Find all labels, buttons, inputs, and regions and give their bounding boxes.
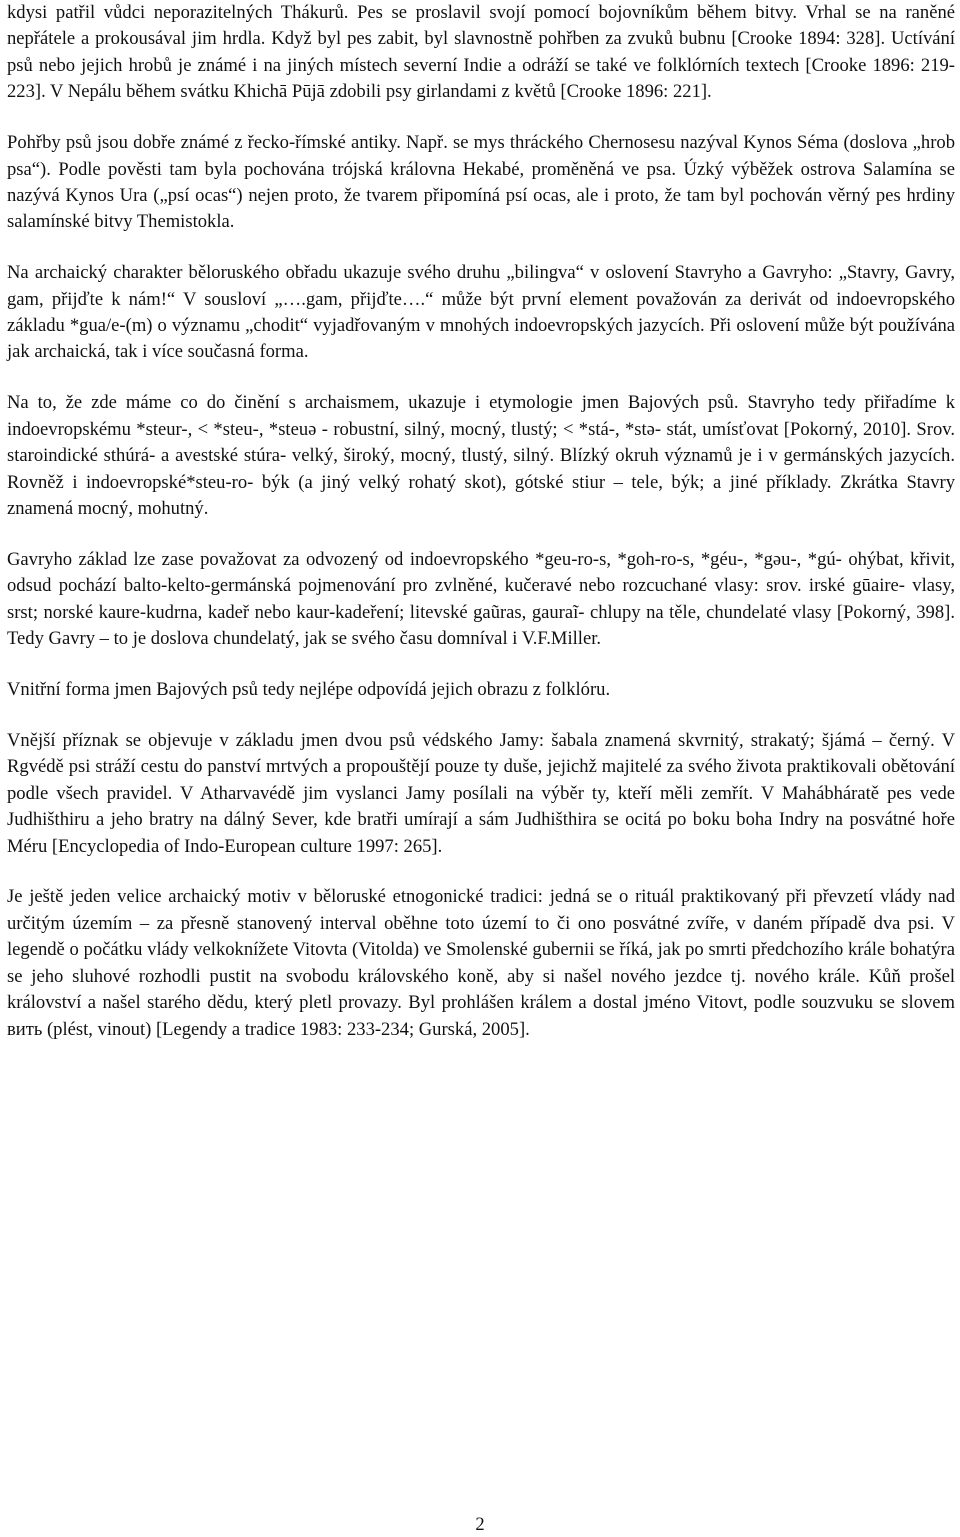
paragraph-rule-ritual: Je ještě jeden velice archaický motiv v běloruské etnogonické tradici: jedná se o rituál praktikovaný při převzetí vlády nad určitým územím – za přesně stanovený interval oběhne toto území to či ono posvátné zvíře, v daném případě dva psi. V legendě o počátku vlády velkoknížete Vitovta (Vitolda) ve Smolenské gubernii se říká, jak po smrti předchozího krále bohatýra se jeho sluhové rozhodli pustit na svobodu královského koně, aby si našel nového jezdce tj. nového krále. Kůň prošel království a našel starého dědu, který pletl provazy. Byl prohlášen králem a dostal jméno Vitovt, podle souzvuku se slovem вить (plést, vinout) [Legendy a tradice 1983: 233-234; Gurská, 2005]. — [7, 886, 955, 1040]
paragraph-stavry-etymology: Na to, že zde máme co do činění s archaismem, ukazuje i etymologie jmen Bajových psů. Stavryho tedy přiřadíme k indoevropskému *steur-, < *steu-, *steuə - robustní, silný, mocný, tlustý; < *stá-, *stə- stát, umísťovat [Pokorný, 2010]. Srov. staroindické sthúrá- a avestské stúra- velký, široký, mocný, tlustý, silný. Blízký okruh významů je i v germánských jazycích. Rovněž i indoevropské*steu-ro- býk (a jiný velký rohatý skot), gótské stiur – tele, býk; a jiné příklady. Zkrátka Stavry znamená mocný, mohutný. — [7, 392, 955, 519]
paragraph-bilingual-address: Na archaický charakter běloruského obřadu ukazuje svého druhu „bilingva“ v oslovení Stavryho a Gavryho: „Stavry, Gavry, gam, přijďte k nám!“ V sousloví „….gam, přijďte….“ může být první element považován za derivát od indoevropského základu *gua/e-(m) o významu „chodit“ vyjadřovaným v mnohých indoevropských jazycích. Při oslovení může být používána jak archaická, tak i více současná forma. — [7, 262, 955, 363]
paragraph-crooke-dogs: kdysi patřil vůdci neporazitelných Thákurů. Pes se proslavil svojí pomocí bojovníkům během bitvy. Vrhal se na raněné nepřátele a prokousával jim hrdla. Když byl pes zabit, byl slavnostně pohřben za zvuků bubnu [Crooke 1894: 328]. Uctívání psů nebo jejich hrobů je známé i na jiných místech severní Indie a odráží se také ve folklórních textech [Crooke 1896: 219-223]. V Nepálu během svátku Khichā Pūjā zdobili psy girlandami z květů [Crooke 1896: 221]. — [7, 2, 955, 103]
paragraph-inner-form: Vnitřní forma jmen Bajových psů tedy nejlépe odpovídá jejich obrazu z folklóru. — [7, 679, 611, 701]
paragraph-vedic-dogs: Vnější příznak se objevuje v základu jmen dvou psů védského Jamy: šabala znamená skvrnitý, strakatý; šjámá – černý. V Rgvédě psi stráží cestu do panství mrtvých a propouštějí pouze ty duše, jejichž majitelé za svého života praktikovali obětování podle všech pravidel. V Atharvavédě jim vyslanci Jamy posílali na výběr ty, kteří měli zemřít. V Mahábháratě pes vede Judhišthiru a jeho bratry na dálný Sever, kde bratři umírají a sám Judhišthira se ocitá po boku boha Indry na posvátné hoře Méru [Encyclopedia of Indo-European culture 1997: 265]. — [7, 729, 955, 857]
page-number: 2 — [475, 1514, 485, 1535]
paragraph-greco-roman-burials: Pohřby psů jsou dobře známé z řecko-římské antiky. Např. se mys thráckého Chernosesu nazýval Kynos Séma (doslova „hrob psa“). Podle pověsti tam byla pochována trójská královna Hekabé, proměněná ve psa. Úzký výběžek ostrova Salamína se nazývá Kynos Ura („psí ocas“) nejen proto, že tvarem připomíná psí ocas, ale i proto, že tam byl pochován věrný pes hrdiny salamínské bitvy Themistokla. — [7, 132, 955, 233]
paragraph-gavry-etymology: Gavryho základ lze zase považovat za odvozený od indoevropského *geu-ro-s, *goh-ro-s, *géu-, *gəu-, *gú- ohýbat, křivit, odsud pochází balto-kelto-germánská pojmenování pro zvlněné, kučeravé nebo rozcuchané vlasy: srov. irské gūaire- vlasy, srst; norské kaure-kudrna, kadeř nebo kaur-kadeření; litevské gaũras, gauraĩ- chlupy na těle, chundelaté vlasy [Pokorný, 398]. Tedy Gavry – to je doslova chundelatý, jak se svého času domníval i V.F.Miller. — [7, 548, 955, 650]
document-body — [7, 0, 955, 1043]
